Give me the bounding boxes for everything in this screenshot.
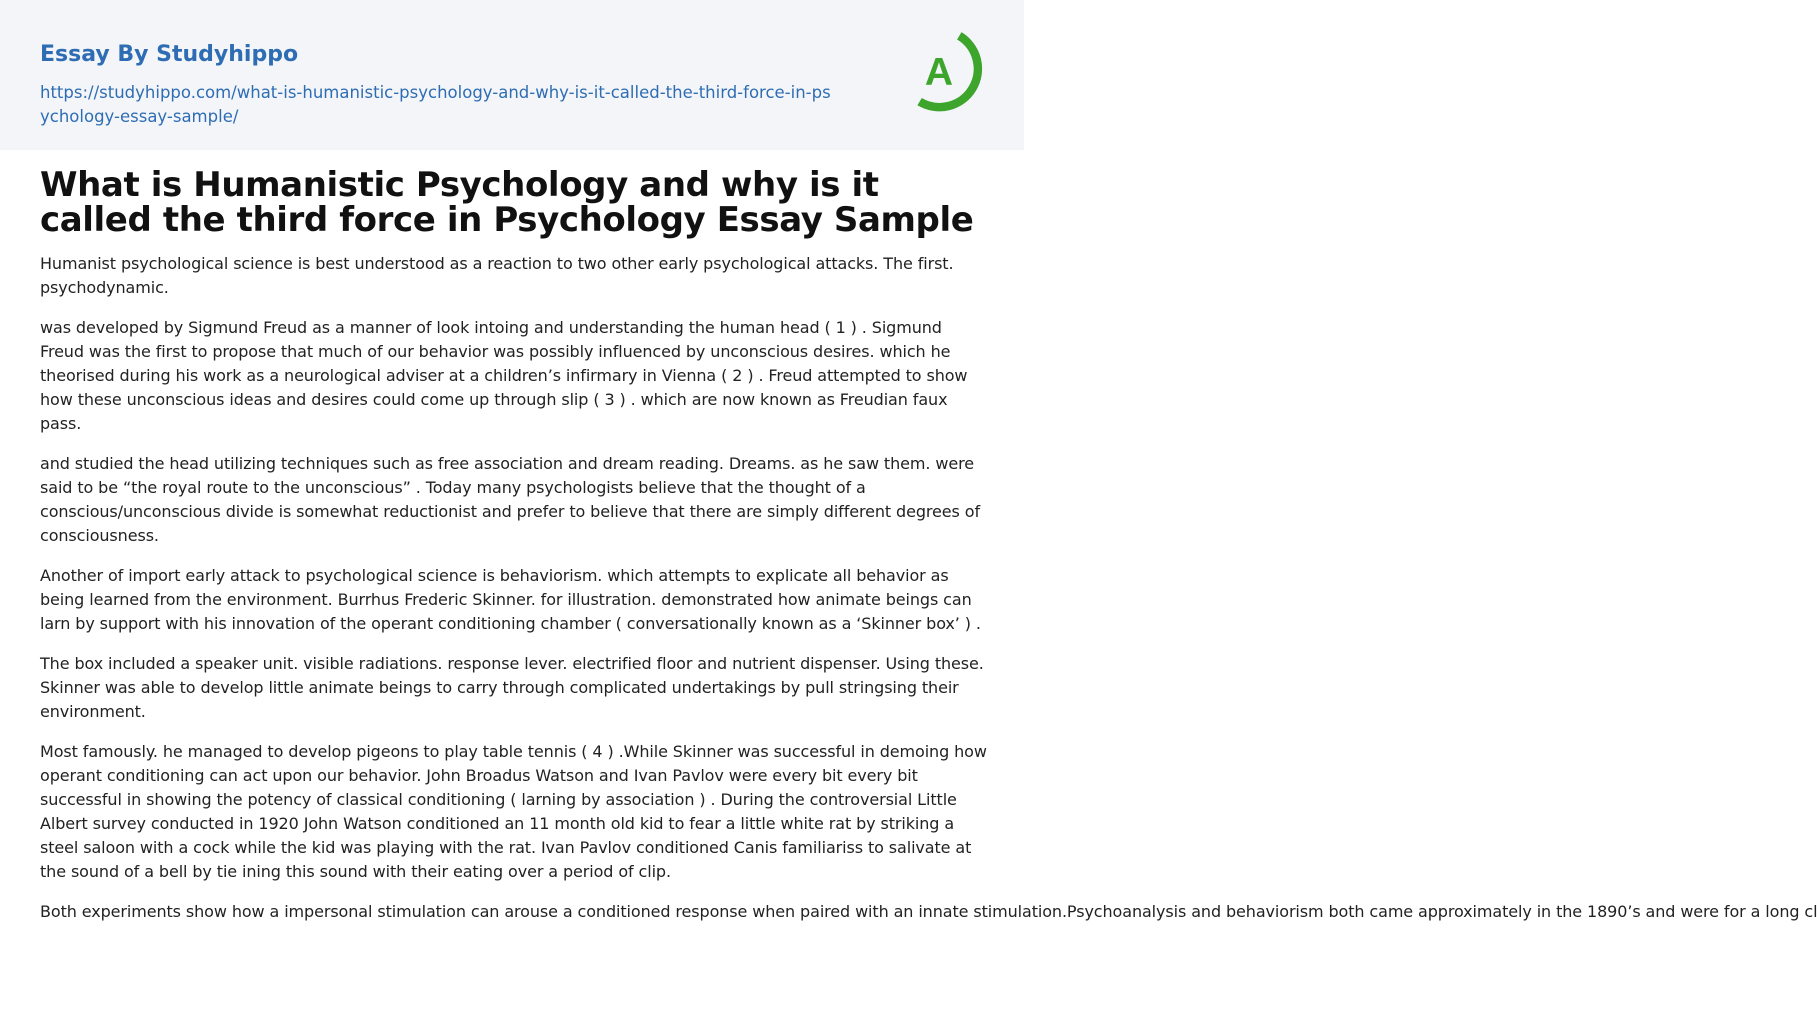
essay-paragraph: Humanist psychological science is best understood as a reaction to two other early psychological attacks. The first. psychodynamic. — [40, 254, 954, 297]
essay-paragraph: and studied the head utilizing techniques such as free association and dream reading. Dreams. as he saw them. were said to be “the royal route to the unconscious” . Today many psychologists believe that the thought of a conscious/unconscious divide is somewhat reductionist and prefer to believe that there are simply different degrees of consciousness. — [40, 454, 980, 545]
essay-paragraph: Both experiments show how a impersonal stimulation can arouse a conditioned response when paired with an innate stimulation.Psychoanalysis and behaviorism both came approximately in the 1890’s and were for a long cl — [40, 902, 1817, 921]
site-header — [0, 0, 1024, 150]
source-url-link[interactable]: https://studyhippo.com/what-is-humanistic-psychology-and-why-is-it-called-the-third-force-in-psychology-essay-sample/ — [40, 83, 831, 126]
essay-paragraph: Another of import early attack to psychological science is behaviorism. which attempts to explicate all behavior as being learned from the environment. Burrhus Frederic Skinner. for illustration. demonstrated how animate beings can larn by support with his innovation of the operant conditioning chamber ( conversationally known as a ‘Skinner box’ ) . — [40, 566, 981, 633]
studyhippo-logo-icon[interactable] — [908, 30, 986, 114]
essay-content — [40, 165, 1817, 940]
essay-paragraph: The box included a speaker unit. visible radiations. response lever. electrified floor and nutrient dispenser. Using these. Skinner was able to develop little animate beings to carry through complicated undertakings by pull stringsing their environment. — [40, 654, 984, 721]
essay-paragraph: Most famously. he managed to develop pigeons to play table tennis ( 4 ) .While Skinner was successful in demoing how operant conditioning can act upon our behavior. John Broadus Watson and Ivan Pavlov were every bit every bit successful in showing the potency of classical conditioning ( larning by association ) . During the controversial Little Albert survey conducted in 1920 John Watson conditioned an 11 month old kid to fear a little white rat by striking a steel saloon with a cock while the kid was playing with the rat. Ivan Pavlov conditioned Canis familiariss to salivate at the sound of a bell by tie ining this sound with their eating over a period of clip. — [40, 742, 987, 881]
brand-title[interactable]: Essay By Studyhippo — [40, 42, 299, 67]
essay-title: What is Humanistic Psychology and why is it called the third force in Psychology Essay Sample — [40, 165, 974, 240]
essay-paragraph: was developed by Sigmund Freud as a manner of look intoing and understanding the human head ( 1 ) . Sigmund Freud was the first to propose that much of our behavior was possibly influenced by unconscious desires. which he theorised during his work as a neurological adviser at a children’s infirmary in Vienna ( 2 ) . Freud attempted to show how these unconscious ideas and desires could come up through slip ( 3 ) . which are now known as Freudian faux pass. — [40, 318, 968, 433]
logo-letter: A — [924, 51, 954, 94]
